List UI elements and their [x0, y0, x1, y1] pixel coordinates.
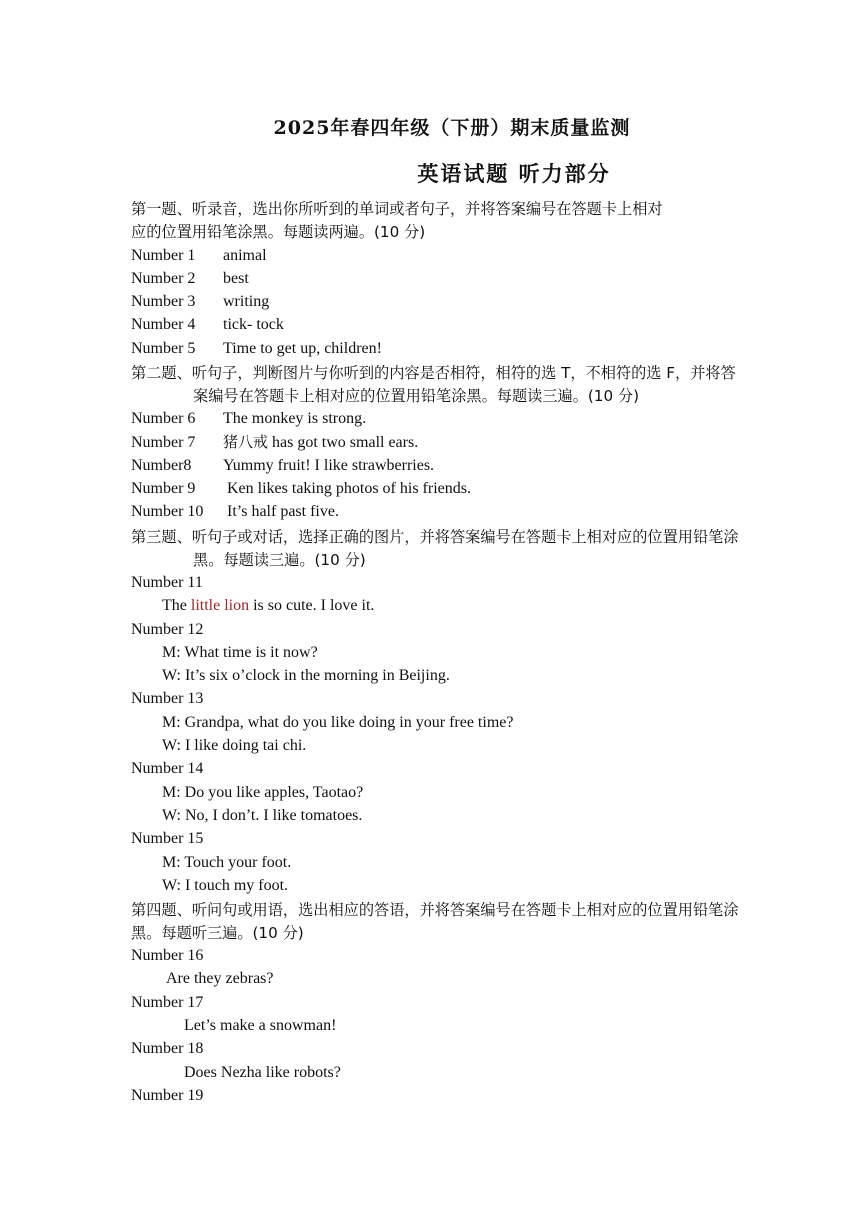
- list-item: Number 7 猪八戒 has got two small ears.: [131, 433, 419, 451]
- item-number: Number 18: [131, 1040, 204, 1057]
- item-number: Number 16: [131, 947, 204, 964]
- page-subtitle: 英语试题 听力部分: [417, 161, 611, 186]
- section-1-heading: 第一题、听录音，选出你所听到的单词或者句子，并将答案编号在答题卡上相对 应的位置用铅笔涂黑。每题读两遍。(10 分): [131, 200, 663, 241]
- list-item: Does Nezha like robots?: [184, 1064, 341, 1081]
- list-item: The little lion is so cute. I love it.: [162, 597, 375, 614]
- dialog-line: W: I like doing tai chi.: [162, 737, 307, 754]
- item-number: Number 12: [131, 621, 204, 638]
- item-number: Number 14: [131, 760, 204, 777]
- list-item: Number 5 Time to get up, children!: [131, 340, 382, 357]
- list-item: Number 2 best: [131, 270, 249, 287]
- list-item: Number 6 The monkey is strong.: [131, 410, 367, 427]
- dialog-line: W: I touch my foot.: [162, 877, 289, 894]
- list-item: Let’s make a snowman!: [184, 1017, 337, 1034]
- dialog-line: M: Touch your foot.: [162, 854, 292, 871]
- list-item: Number 1 animal: [131, 247, 267, 264]
- page-title: 2025年春四年级（下册）期末质量监测: [273, 117, 631, 139]
- list-item: Number 4 tick- tock: [131, 316, 284, 333]
- item-number: Number 15: [131, 830, 204, 847]
- dialog-line: W: No, I don’t. I like tomatoes.: [162, 807, 363, 824]
- item-number: Number 11: [131, 574, 203, 591]
- dialog-line: M: Do you like apples, Taotao?: [162, 784, 364, 801]
- list-item: Are they zebras?: [166, 970, 274, 987]
- section-3-heading: 第三题、听句子或对话，选择正确的图片，并将答案编号在答题卡上相对应的位置用铅笔涂 黑。每题读三遍。(10 分): [131, 528, 739, 569]
- item-number: Number 13: [131, 690, 204, 707]
- item-number: Number 17: [131, 994, 204, 1011]
- dialog-line: M: What time is it now?: [162, 644, 318, 661]
- dialog-line: W: It’s six o’clock in the morning in Beijing.: [162, 667, 450, 684]
- section-4-heading: 第四题、听问句或用语，选出相应的答语，并将答案编号在答题卡上相对应的位置用铅笔涂 黑。每题听三遍。(10 分): [131, 901, 739, 942]
- list-item: Number 9 Ken likes taking photos of his friends.: [131, 480, 471, 497]
- item-number: Number 19: [131, 1087, 204, 1104]
- section-2-heading: 第二题、听句子，判断图片与你听到的内容是否相符，相符的选 T，不相符的选 F，并将答 案编号在答题卡上相对应的位置用铅笔涂黑。每题读三遍。(10 分): [131, 364, 736, 405]
- dialog-line: M: Grandpa, what do you like doing in your free time?: [162, 714, 514, 731]
- list-item: Number 3 writing: [131, 293, 270, 310]
- list-item: Number8 Yummy fruit! I like strawberries.: [131, 457, 435, 474]
- list-item: Number 10 It’s half past five.: [131, 503, 339, 520]
